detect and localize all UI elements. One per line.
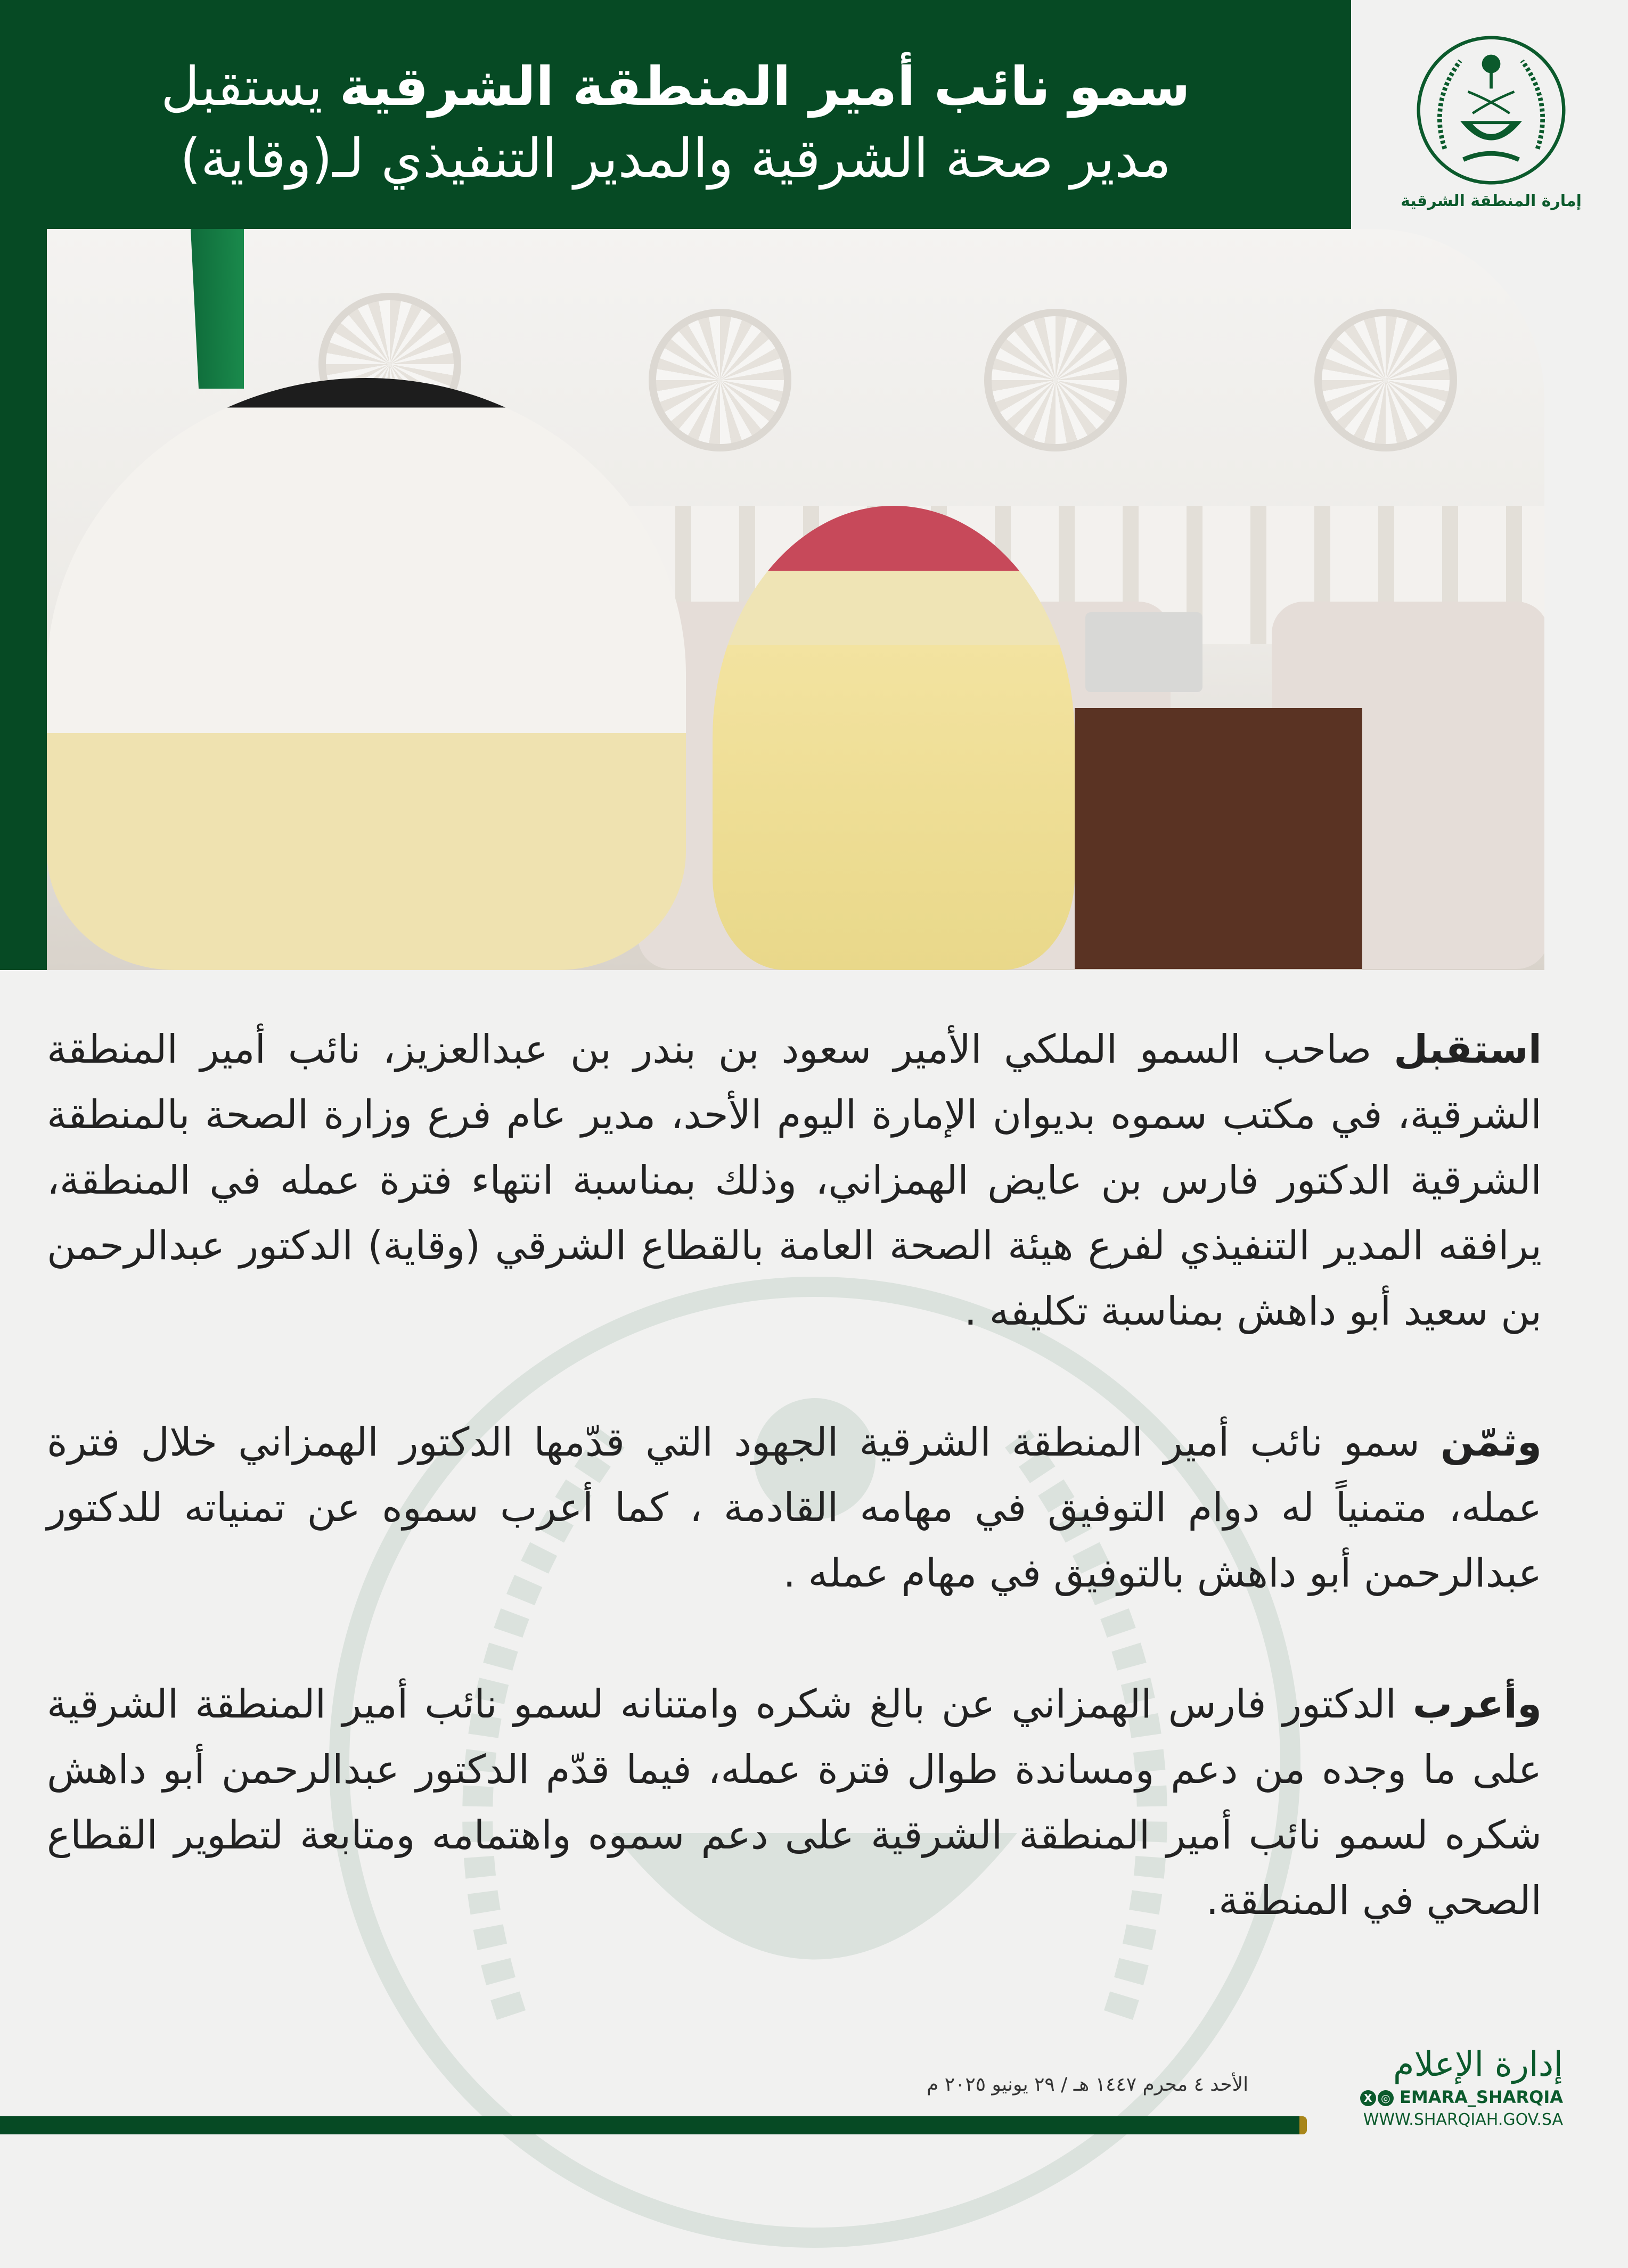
lead-word: وثمّن	[1441, 1419, 1542, 1465]
publish-date: الأحد ٤ محرم ١٤٤٧ هـ / ٢٩ يونيو ٢٠٢٥ م	[927, 2074, 1249, 2096]
lead-word: وأعرب	[1412, 1681, 1542, 1727]
instagram-icon[interactable]: ◎	[1378, 2090, 1394, 2106]
media-title: إدارة الإعلام	[1393, 2045, 1563, 2084]
headline-line2: مدير صحة الشرقية والمدير التنفيذي لـ(وقاية)	[179, 127, 1172, 190]
side-table	[1075, 708, 1362, 969]
website-link[interactable]: WWW.SHARQIAH.GOV.SA	[1363, 2110, 1563, 2129]
headline-rest: يستقبل	[160, 55, 323, 118]
paragraph-3	[47, 1672, 1542, 1934]
wall-rosette	[649, 309, 791, 451]
wall-rosette	[1314, 309, 1457, 451]
headline	[32, 51, 1319, 194]
telephone	[1085, 612, 1202, 692]
emblem-icon	[1414, 33, 1568, 187]
saudi-flag	[191, 229, 244, 389]
emirate-logo	[1363, 11, 1619, 224]
host-figure	[713, 506, 1075, 970]
paragraph-1	[47, 1017, 1542, 1344]
article-body	[47, 1017, 1542, 1999]
guest-figure	[47, 378, 686, 970]
paragraph-text: الدكتور فارس الهمزاني عن بالغ شكره وامتنانه لسمو نائب أمير المنطقة الشرقية على ما وجده من دعم ومساندة طوال فترة عمله، فيما قدّم الدكتور عبدالرحمن أبو داهش شكره لسمو نائب أمير المنطقة الشرقية على دعم سموه واهتمامه ومتابعة لتطوير القطاع الصحي في المنطقة.	[47, 1681, 1542, 1924]
paragraph-2	[47, 1410, 1542, 1606]
logo-caption: إمارة المنطقة الشرقية	[1401, 192, 1582, 210]
headline-bold: سمو نائب أمير المنطقة الشرقية	[339, 55, 1191, 118]
media-department	[1339, 2044, 1563, 2129]
green-side-strip	[0, 229, 47, 970]
wall-rosette	[984, 309, 1127, 451]
paragraph-text: صاحب السمو الملكي الأمير سعود بن بندر بن عبدالعزيز، نائب أمير المنطقة الشرقية، في مكتب سموه بديوان الإمارة اليوم الأحد، مدير عام فرع وزارة الصحة بالمنطقة الشرقية الدكتور فارس بن عايض الهمزاني، وذلك بمناسبة انتهاء فترة عمله في المنطقة، يرافقه المدير التنفيذي لفرع هيئة الصحة العامة بالقطاع الشرقي (وقاية) الدكتور عبدالرحمن بن سعيد أبو داهش بمناسبة تكليفه .	[47, 1026, 1542, 1334]
paragraph-text: سمو نائب أمير المنطقة الشرقية الجهود التي قدّمها الدكتور الهمزاني خلال فترة عمله، متمنياً له دوام التوفيق في مهامه القادمة ، كما أعرب سموه عن تمنياته للدكتور عبدالرحمن أبو داهش بالتوفيق في مهام عمله .	[47, 1419, 1542, 1596]
social-handle[interactable]: EMARA_SHARQIA	[1400, 2087, 1563, 2107]
footer-bar	[0, 2116, 1307, 2134]
header-banner	[0, 0, 1351, 229]
x-icon[interactable]: X	[1360, 2090, 1376, 2106]
lead-word: استقبل	[1394, 1026, 1542, 1072]
news-photo	[47, 229, 1544, 970]
